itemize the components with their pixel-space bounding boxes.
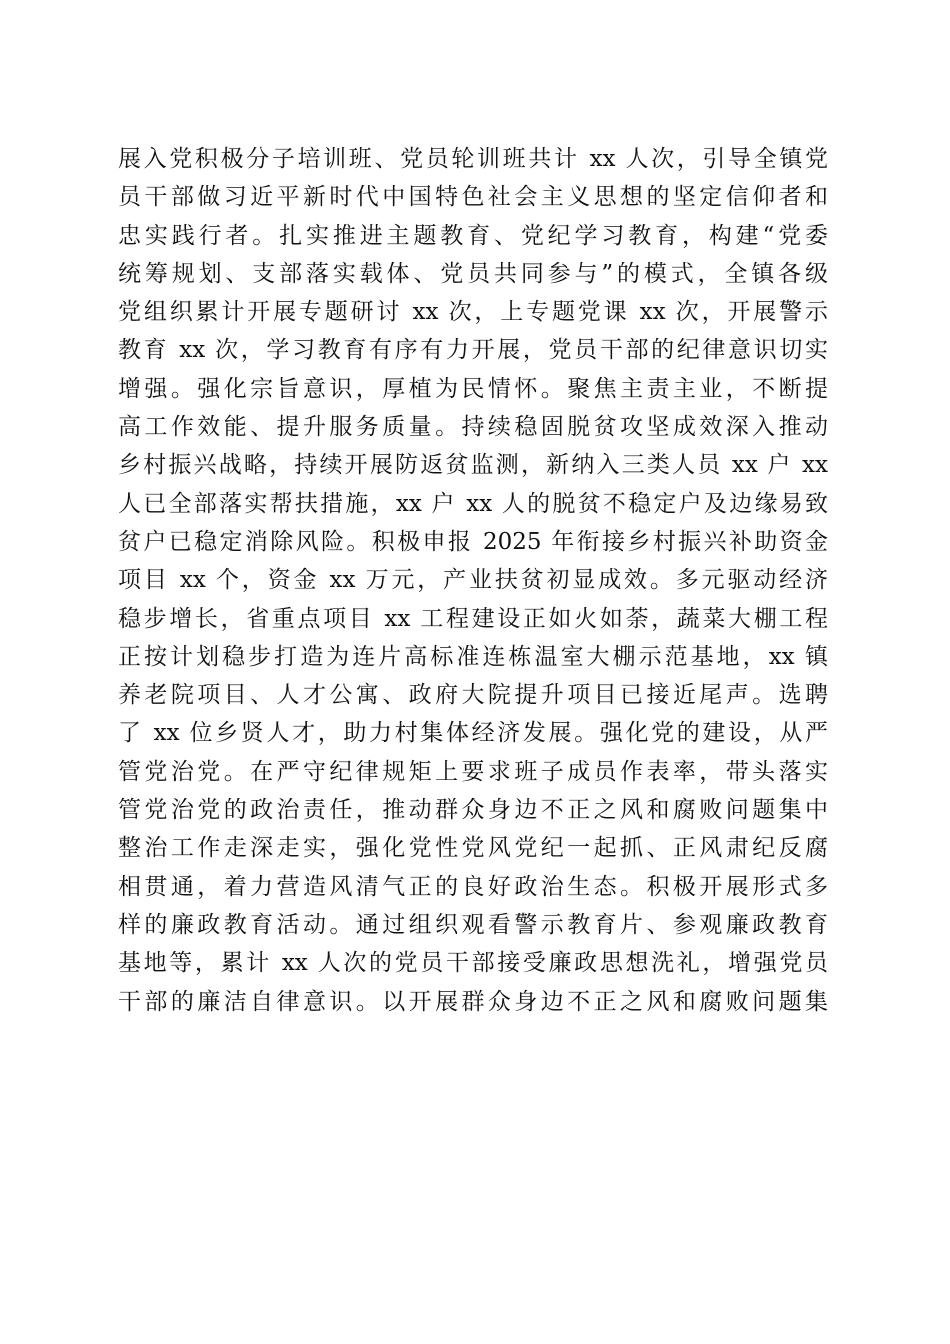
text-line: 基地等，累计 xx 人次的党员干部接受廉政思想洗礼，增强党员 xyxy=(118,950,828,977)
text-line: 项目 xx 个，资金 xx 万元，产业扶贫初显成效。多元驱动经济 xyxy=(118,567,828,594)
text-line: 了 xx 位乡贤人才，助力村集体经济发展。强化党的建设，从严 xyxy=(118,720,828,747)
text-line: 管党治党。在严守纪律规矩上要求班子成员作表率，带头落实 xyxy=(118,758,828,785)
text-line: 稳步增长，省重点项目 xx 工程建设正如火如荼，蔬菜大棚工程 xyxy=(118,605,828,632)
text-line: 人已全部落实帮扶措施，xx 户 xx 人的脱贫不稳定户及边缘易致 xyxy=(118,490,828,517)
text-line: 展入党积极分子培训班、党员轮训班共计 xx 人次，引导全镇党 xyxy=(118,146,828,172)
text-line: 教育 xx 次，学习教育有序有力开展，党员干部的纪律意识切实 xyxy=(118,337,828,364)
body-paragraph xyxy=(118,140,828,1021)
text-line: 样的廉政教育活动。通过组织观看警示教育片、参观廉政教育 xyxy=(118,911,828,938)
text-line: 增强。强化宗旨意识，厚植为民情怀。聚焦主责主业，不断提 xyxy=(118,375,828,402)
text-line: 统筹规划、支部落实载体、党员共同参与”的模式，全镇各级 xyxy=(118,260,828,287)
text-line: 乡村振兴战略，持续开展防返贫监测，新纳入三类人员 xx 户 xx xyxy=(118,452,828,479)
text-line: 养老院项目、人才公寓、政府大院提升项目已接近尾声。选聘 xyxy=(118,682,828,709)
text-line: 相贯通，着力营造风清气正的良好政治生态。积极开展形式多 xyxy=(118,873,828,900)
text-line: 管党治党的政治责任，推动群众身边不正之风和腐败问题集中 xyxy=(118,797,828,824)
text-line: 干部的廉洁自律意识。以开展群众身边不正之风和腐败问题集 xyxy=(118,988,828,1015)
text-line: 高工作效能、提升服务质量。持续稳固脱贫攻坚成效深入推动 xyxy=(118,414,828,441)
text-line: 员干部做习近平新时代中国特色社会主义思想的坚定信仰者和 xyxy=(118,184,828,211)
text-line: 正按计划稳步打造为连片高标准连栋温室大棚示范基地，xx 镇 xyxy=(118,643,828,670)
text-line: 整治工作走深走实，强化党性党风党纪一起抓、正风肃纪反腐 xyxy=(118,835,828,862)
text-line: 忠实践行者。扎实推进主题教育、党纪学习教育，构建“党委 xyxy=(118,222,828,249)
text-line: 贫户已稳定消除风险。积极申报 2025 年衔接乡村振兴补助资金 xyxy=(118,528,828,555)
text-line: 党组织累计开展专题研讨 xx 次，上专题党课 xx 次，开展警示 xyxy=(118,299,828,326)
